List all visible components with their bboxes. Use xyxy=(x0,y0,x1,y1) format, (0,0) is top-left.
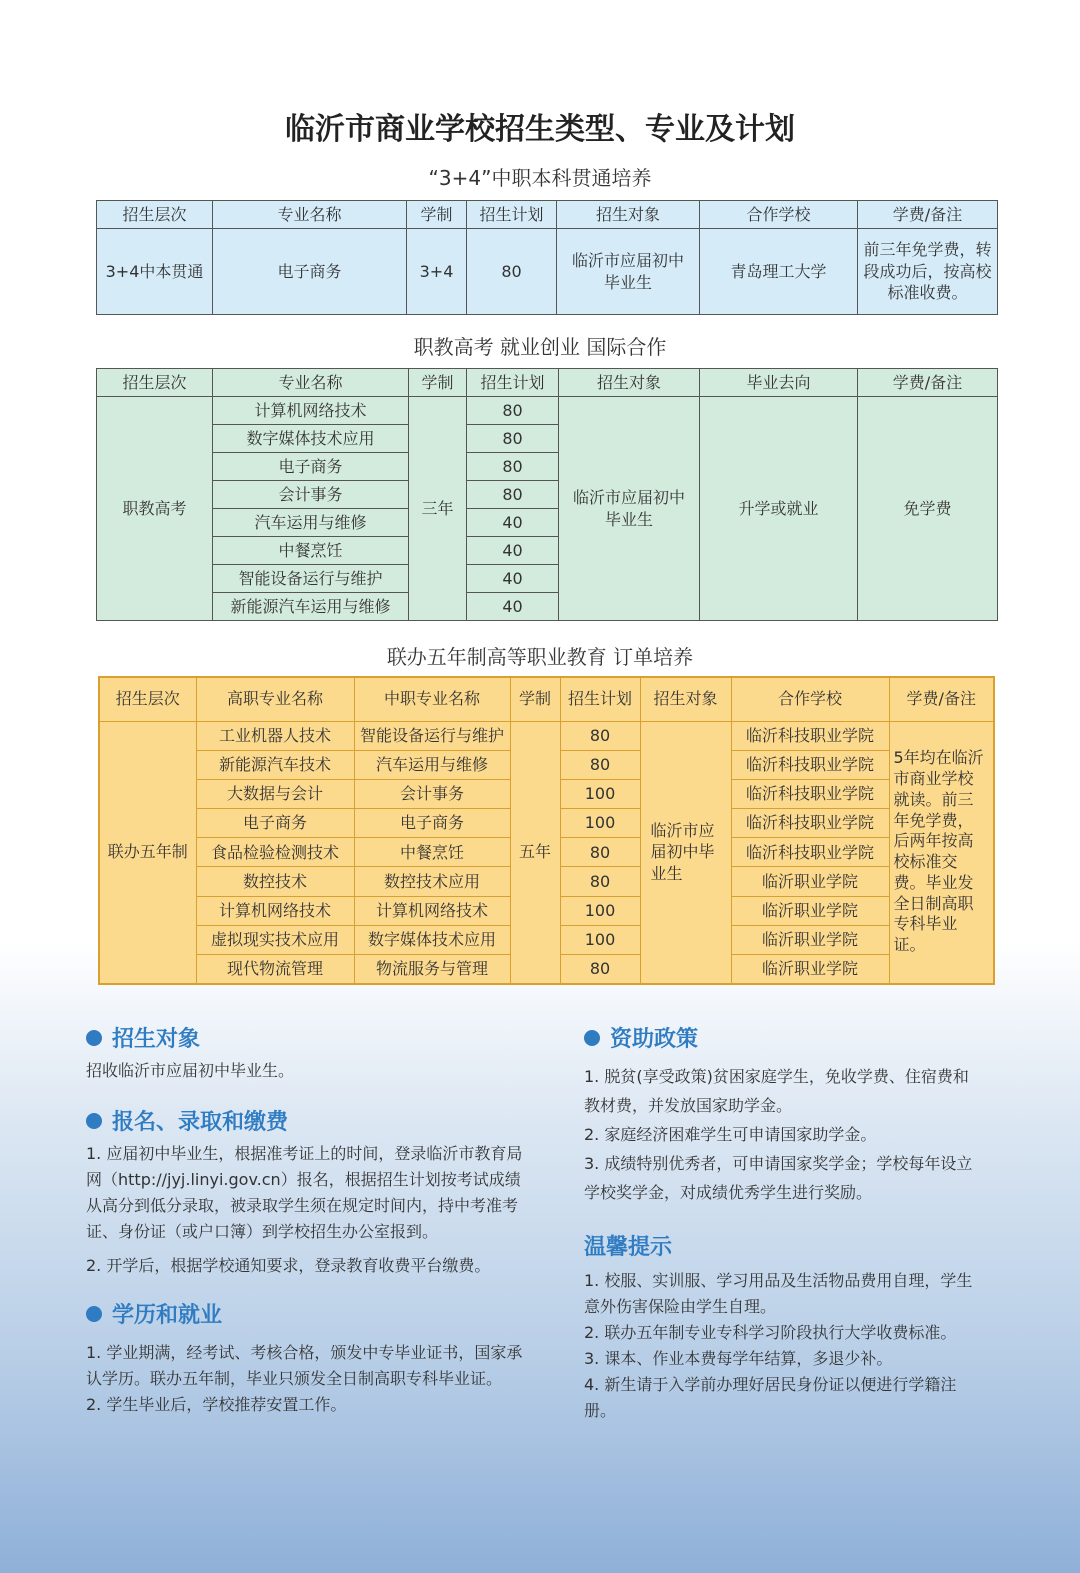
degree-paragraph-2: 2. 学生毕业后，学校推荐安置工作。 xyxy=(86,1395,347,1414)
cell-higher-major: 大数据与会计 xyxy=(196,779,354,808)
header-duration: 学制 xyxy=(409,369,467,397)
cell-secondary-major: 数字媒体技术应用 xyxy=(354,925,510,954)
tips-paragraph-3: 3. 课本、作业本费每学年结算，多退少补。 xyxy=(584,1349,893,1368)
cell-secondary-major: 智能设备运行与维护 xyxy=(354,721,510,750)
table-row xyxy=(97,229,998,315)
header-duration: 学制 xyxy=(407,201,467,229)
header-plan: 招生计划 xyxy=(560,677,640,721)
cell-major: 智能设备运行与维护 xyxy=(213,565,409,593)
cell-major: 数字媒体技术应用 xyxy=(213,425,409,453)
cell-duration: 三年 xyxy=(409,397,467,621)
cell-partner: 临沂职业学院 xyxy=(731,925,889,954)
cell-plan: 80 xyxy=(560,721,640,750)
heading-aid-text: 资助政策 xyxy=(610,1027,699,1052)
cell-major: 中餐烹饪 xyxy=(213,537,409,565)
table-header-row xyxy=(97,369,998,397)
cell-plan: 40 xyxy=(467,509,559,537)
cell-higher-major: 现代物流管理 xyxy=(196,955,354,984)
aid-paragraph-2: 2. 家庭经济困难学生可申请国家助学金。 xyxy=(584,1125,877,1144)
cell-secondary-major: 中餐烹饪 xyxy=(354,838,510,867)
header-fee: 学费/备注 xyxy=(858,201,998,229)
heading-tips xyxy=(584,1230,672,1261)
cell-partner: 临沂职业学院 xyxy=(731,867,889,896)
cell-plan: 100 xyxy=(560,809,640,838)
table-vocational-exam xyxy=(96,368,998,621)
cell-partner: 临沂科技职业学院 xyxy=(731,779,889,808)
cell-level: 职教高考 xyxy=(97,397,213,621)
header-duration: 学制 xyxy=(510,677,560,721)
cell-duration: 3+4 xyxy=(407,229,467,315)
enroll-text xyxy=(86,1141,536,1287)
aid-paragraph-1: 1. 脱贫(享受政策)贫困家庭学生，免收学费、住宿费和教材费，并发放国家助学金。 xyxy=(584,1067,969,1115)
header-partner: 合作学校 xyxy=(731,677,889,721)
header-plan: 招生计划 xyxy=(467,369,559,397)
cell-higher-major: 工业机器人技术 xyxy=(196,721,354,750)
table-row xyxy=(97,397,998,425)
cell-fee-note: 5年均在临沂市商业学校就读。前三年免学费，后两年按高校标准交费。毕业发全日制高职专科毕业证。 xyxy=(889,721,994,984)
header-target: 招生对象 xyxy=(640,677,731,721)
cell-plan: 80 xyxy=(467,229,557,315)
header-fee: 学费/备注 xyxy=(889,677,994,721)
page-title: 临沂市商业学校招生类型、专业及计划 xyxy=(285,112,795,147)
cell-major: 计算机网络技术 xyxy=(213,397,409,425)
cell-plan: 40 xyxy=(467,565,559,593)
cell-higher-major: 数控技术 xyxy=(196,867,354,896)
cell-plan: 40 xyxy=(467,593,559,621)
tips-paragraph-4: 4. 新生请于入学前办理好居民身份证以便进行学籍注册。 xyxy=(584,1375,957,1420)
table-five-year xyxy=(98,676,995,985)
cell-destination: 升学或就业 xyxy=(700,397,858,621)
cell-duration: 五年 xyxy=(510,721,560,984)
cell-partner: 临沂科技职业学院 xyxy=(731,721,889,750)
cell-plan: 80 xyxy=(467,481,559,509)
cell-fee: 前三年免学费，转段成功后，按高校标准收费。 xyxy=(858,229,998,315)
header-target: 招生对象 xyxy=(559,369,700,397)
header-level: 招生层次 xyxy=(99,677,196,721)
bullet-dot-icon xyxy=(86,1113,102,1129)
cell-higher-major: 食品检验检测技术 xyxy=(196,838,354,867)
section3-subtitle: 联办五年制高等职业教育 订单培养 xyxy=(386,645,694,669)
heading-target xyxy=(86,1022,200,1053)
degree-text xyxy=(86,1340,536,1418)
table-header-row xyxy=(99,677,994,721)
cell-plan: 80 xyxy=(560,750,640,779)
cell-plan: 40 xyxy=(467,537,559,565)
tips-paragraph-1: 1. 校服、实训服、学习用品及生活物品费用自理，学生意外伤害保险由学生自理。 xyxy=(584,1271,973,1316)
cell-partner: 临沂职业学院 xyxy=(731,955,889,984)
tips-paragraph-2: 2. 联办五年制专业专科学习阶段执行大学收费标准。 xyxy=(584,1323,957,1342)
cell-plan: 80 xyxy=(560,838,640,867)
header-higher-major: 高职专业名称 xyxy=(196,677,354,721)
cell-secondary-major: 物流服务与管理 xyxy=(354,955,510,984)
header-level: 招生层次 xyxy=(97,201,213,229)
cell-level: 3+4中本贯通 xyxy=(97,229,213,315)
header-major: 专业名称 xyxy=(213,201,407,229)
heading-enroll-text: 报名、录取和缴费 xyxy=(112,1110,289,1135)
cell-partner: 青岛理工大学 xyxy=(700,229,858,315)
tips-text xyxy=(584,1268,984,1424)
cell-secondary-major: 汽车运用与维修 xyxy=(354,750,510,779)
cell-plan: 100 xyxy=(560,925,640,954)
cell-partner: 临沂科技职业学院 xyxy=(731,809,889,838)
cell-plan: 80 xyxy=(467,397,559,425)
heading-target-text: 招生对象 xyxy=(112,1027,201,1052)
heading-degree-text: 学历和就业 xyxy=(112,1303,223,1328)
header-plan: 招生计划 xyxy=(467,201,557,229)
bullet-dot-icon xyxy=(86,1306,102,1322)
header-target: 招生对象 xyxy=(557,201,700,229)
cell-higher-major: 计算机网络技术 xyxy=(196,896,354,925)
cell-major: 会计事务 xyxy=(213,481,409,509)
table-header-row xyxy=(97,201,998,229)
cell-level: 联办五年制 xyxy=(99,721,196,984)
header-partner: 合作学校 xyxy=(700,201,858,229)
header-destination: 毕业去向 xyxy=(700,369,858,397)
header-level: 招生层次 xyxy=(97,369,213,397)
header-secondary-major: 中职专业名称 xyxy=(354,677,510,721)
cell-secondary-major: 计算机网络技术 xyxy=(354,896,510,925)
heading-enroll xyxy=(86,1105,288,1136)
cell-major: 电子商务 xyxy=(213,229,407,315)
cell-target: 临沂市应届初中毕业生 xyxy=(640,721,731,984)
cell-partner: 临沂科技职业学院 xyxy=(731,838,889,867)
cell-plan: 80 xyxy=(467,453,559,481)
enroll-paragraph-1: 1. 应届初中毕业生，根据准考证上的时间，登录临沂市教育局网（http://jyj.linyi.gov.cn）报名，根据招生计划按考试成绩从高分到低分录取，被录取学生须在规定时间内，持中考准考证、身份证（或户口簿）到学校招生办公室报到。 xyxy=(86,1144,523,1241)
section1-subtitle: “3+4”中职本科贯通培养 xyxy=(428,166,652,190)
bullet-dot-icon xyxy=(584,1030,600,1046)
cell-secondary-major: 数控技术应用 xyxy=(354,867,510,896)
target-paragraph: 招收临沂市应届初中毕业生。 xyxy=(86,1061,295,1080)
heading-degree xyxy=(86,1298,222,1329)
cell-major: 新能源汽车运用与维修 xyxy=(213,593,409,621)
heading-tips-text: 温馨提示 xyxy=(584,1235,673,1260)
cell-plan: 80 xyxy=(560,867,640,896)
header-fee: 学费/备注 xyxy=(858,369,998,397)
cell-secondary-major: 会计事务 xyxy=(354,779,510,808)
enroll-paragraph-2: 2. 开学后，根据学校通知要求，登录教育收费平台缴费。 xyxy=(86,1256,491,1275)
table-3plus4 xyxy=(96,200,998,315)
cell-target: 临沂市应届初中毕业生 xyxy=(557,229,700,315)
cell-higher-major: 虚拟现实技术应用 xyxy=(196,925,354,954)
cell-major: 汽车运用与维修 xyxy=(213,509,409,537)
cell-fee: 免学费 xyxy=(858,397,998,621)
target-text xyxy=(86,1058,536,1092)
cell-secondary-major: 电子商务 xyxy=(354,809,510,838)
section2-subtitle: 职教高考 就业创业 国际合作 xyxy=(413,335,667,359)
degree-paragraph-1: 1. 学业期满，经考试、考核合格，颁发中专毕业证书，国家承认学历。联办五年制，毕业只颁发全日制高职专科毕业证。 xyxy=(86,1343,523,1388)
cell-major: 电子商务 xyxy=(213,453,409,481)
heading-aid xyxy=(584,1022,698,1053)
header-major: 专业名称 xyxy=(213,369,409,397)
cell-plan: 100 xyxy=(560,896,640,925)
cell-plan: 80 xyxy=(467,425,559,453)
cell-partner: 临沂职业学院 xyxy=(731,896,889,925)
aid-paragraph-3: 3. 成绩特别优秀者，可申请国家奖学金；学校每年设立学校奖学金，对成绩优秀学生进行奖励。 xyxy=(584,1154,973,1202)
table-row xyxy=(99,721,994,750)
cell-plan: 100 xyxy=(560,779,640,808)
cell-partner: 临沂科技职业学院 xyxy=(731,750,889,779)
cell-plan: 80 xyxy=(560,955,640,984)
cell-target: 临沂市应届初中毕业生 xyxy=(559,397,700,621)
cell-higher-major: 电子商务 xyxy=(196,809,354,838)
aid-text xyxy=(584,1062,984,1207)
bullet-dot-icon xyxy=(86,1030,102,1046)
cell-higher-major: 新能源汽车技术 xyxy=(196,750,354,779)
